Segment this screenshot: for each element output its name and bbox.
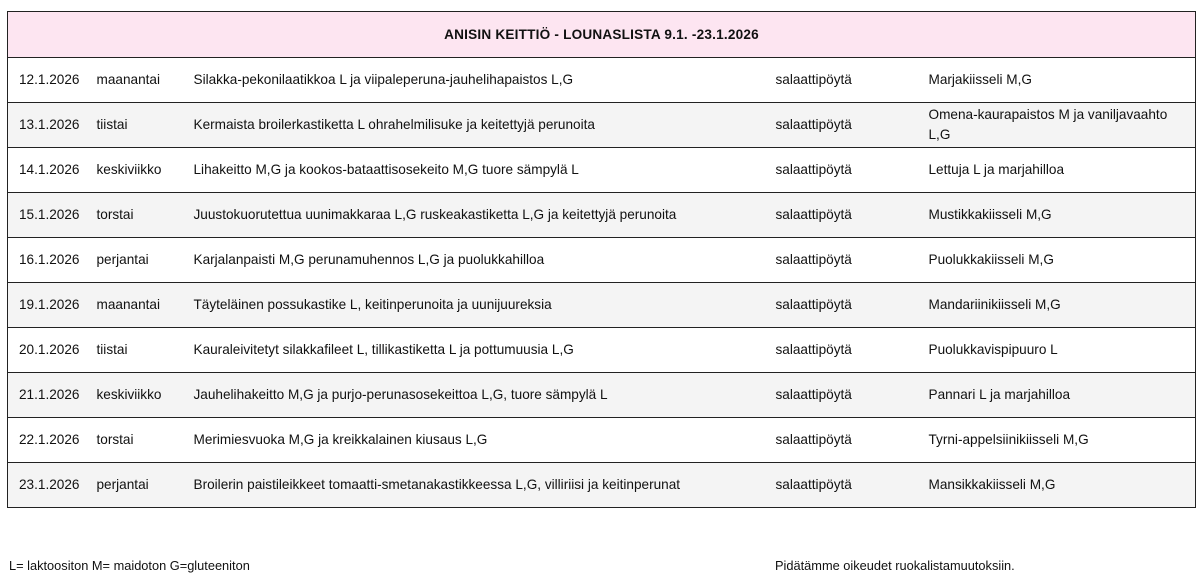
menu-salad: salaattipöytä [776, 58, 929, 103]
menu-salad: salaattipöytä [776, 193, 929, 238]
title-row [8, 12, 1196, 58]
menu-row [8, 238, 1196, 283]
menu-dessert: Omena-kaurapaistos M ja vaniljavaahto L,G [929, 103, 1196, 148]
menu-body [8, 58, 1196, 508]
menu-dessert: Mustikkakiisseli M,G [929, 193, 1196, 238]
menu-date: 19.1.2026 [8, 283, 97, 328]
menu-salad: salaattipöytä [776, 283, 929, 328]
menu-row [8, 193, 1196, 238]
menu-row [8, 283, 1196, 328]
menu-main-dish: Juustokuorutettua uunimakkaraa L,G ruskeakastiketta L,G ja keitettyjä perunoita [194, 193, 776, 238]
menu-date: 14.1.2026 [8, 148, 97, 193]
menu-change-notice: Pidätämme oikeudet ruokalistamuutoksiin. [775, 558, 1015, 573]
menu-row [8, 103, 1196, 148]
menu-dessert: Puolukkavispipuuro L [929, 328, 1196, 373]
menu-salad: salaattipöytä [776, 103, 929, 148]
menu-salad: salaattipöytä [776, 463, 929, 508]
menu-weekday: keskiviikko [97, 373, 194, 418]
menu-row [8, 58, 1196, 103]
menu-salad: salaattipöytä [776, 328, 929, 373]
menu-main-dish: Merimiesvuoka M,G ja kreikkalainen kiusaus L,G [194, 418, 776, 463]
menu-dessert: Puolukkakiisseli M,G [929, 238, 1196, 283]
menu-salad: salaattipöytä [776, 373, 929, 418]
menu-main-dish: Broilerin paistileikkeet tomaatti-smetanakastikkeessa L,G, villiriisi ja keitinperunat [194, 463, 776, 508]
menu-main-dish: Karjalanpaisti M,G perunamuhennos L,G ja puolukkahilloa [194, 238, 776, 283]
menu-date: 16.1.2026 [8, 238, 97, 283]
menu-main-dish: Silakka-pekonilaatikkoa L ja viipaleperuna-jauhelihapaistos L,G [194, 58, 776, 103]
diet-legend: L= laktoositon M= maidoton G=gluteeniton [9, 558, 250, 573]
menu-dessert: Pannari L ja marjahilloa [929, 373, 1196, 418]
menu-date: 23.1.2026 [8, 463, 97, 508]
menu-date: 13.1.2026 [8, 103, 97, 148]
menu-weekday: maanantai [97, 58, 194, 103]
menu-date: 15.1.2026 [8, 193, 97, 238]
menu-weekday: torstai [97, 418, 194, 463]
menu-salad: salaattipöytä [776, 148, 929, 193]
menu-salad: salaattipöytä [776, 238, 929, 283]
menu-weekday: torstai [97, 193, 194, 238]
menu-dessert: Marjakiisseli M,G [929, 58, 1196, 103]
menu-row [8, 328, 1196, 373]
menu-date: 21.1.2026 [8, 373, 97, 418]
menu-title: ANISIN KEITTIÖ - LOUNASLISTA 9.1. -23.1.2026 [8, 12, 1196, 58]
menu-weekday: maanantai [97, 283, 194, 328]
menu-main-dish: Lihakeitto M,G ja kookos-bataattisosekeito M,G tuore sämpylä L [194, 148, 776, 193]
menu-dessert: Mandariinikiisseli M,G [929, 283, 1196, 328]
menu-date: 12.1.2026 [8, 58, 97, 103]
menu-weekday: tiistai [97, 328, 194, 373]
menu-dessert: Lettuja L ja marjahilloa [929, 148, 1196, 193]
menu-main-dish: Täyteläinen possukastike L, keitinperunoita ja uunijuureksia [194, 283, 776, 328]
menu-weekday: tiistai [97, 103, 194, 148]
menu-row [8, 418, 1196, 463]
menu-weekday: keskiviikko [97, 148, 194, 193]
menu-dessert: Mansikkakiisseli M,G [929, 463, 1196, 508]
menu-date: 22.1.2026 [8, 418, 97, 463]
menu-row [8, 463, 1196, 508]
menu-main-dish: Jauhelihakeitto M,G ja purjo-perunasosekeittoa L,G, tuore sämpylä L [194, 373, 776, 418]
lunch-menu-table [7, 11, 1196, 508]
menu-weekday: perjantai [97, 238, 194, 283]
menu-date: 20.1.2026 [8, 328, 97, 373]
menu-dessert: Tyrni-appelsiinikiisseli M,G [929, 418, 1196, 463]
menu-row [8, 373, 1196, 418]
menu-weekday: perjantai [97, 463, 194, 508]
menu-main-dish: Kauraleivitetyt silakkafileet L, tillikastiketta L ja pottumuusia L,G [194, 328, 776, 373]
menu-salad: salaattipöytä [776, 418, 929, 463]
menu-row [8, 148, 1196, 193]
menu-main-dish: Kermaista broilerkastiketta L ohrahelmilisuke ja keitettyjä perunoita [194, 103, 776, 148]
